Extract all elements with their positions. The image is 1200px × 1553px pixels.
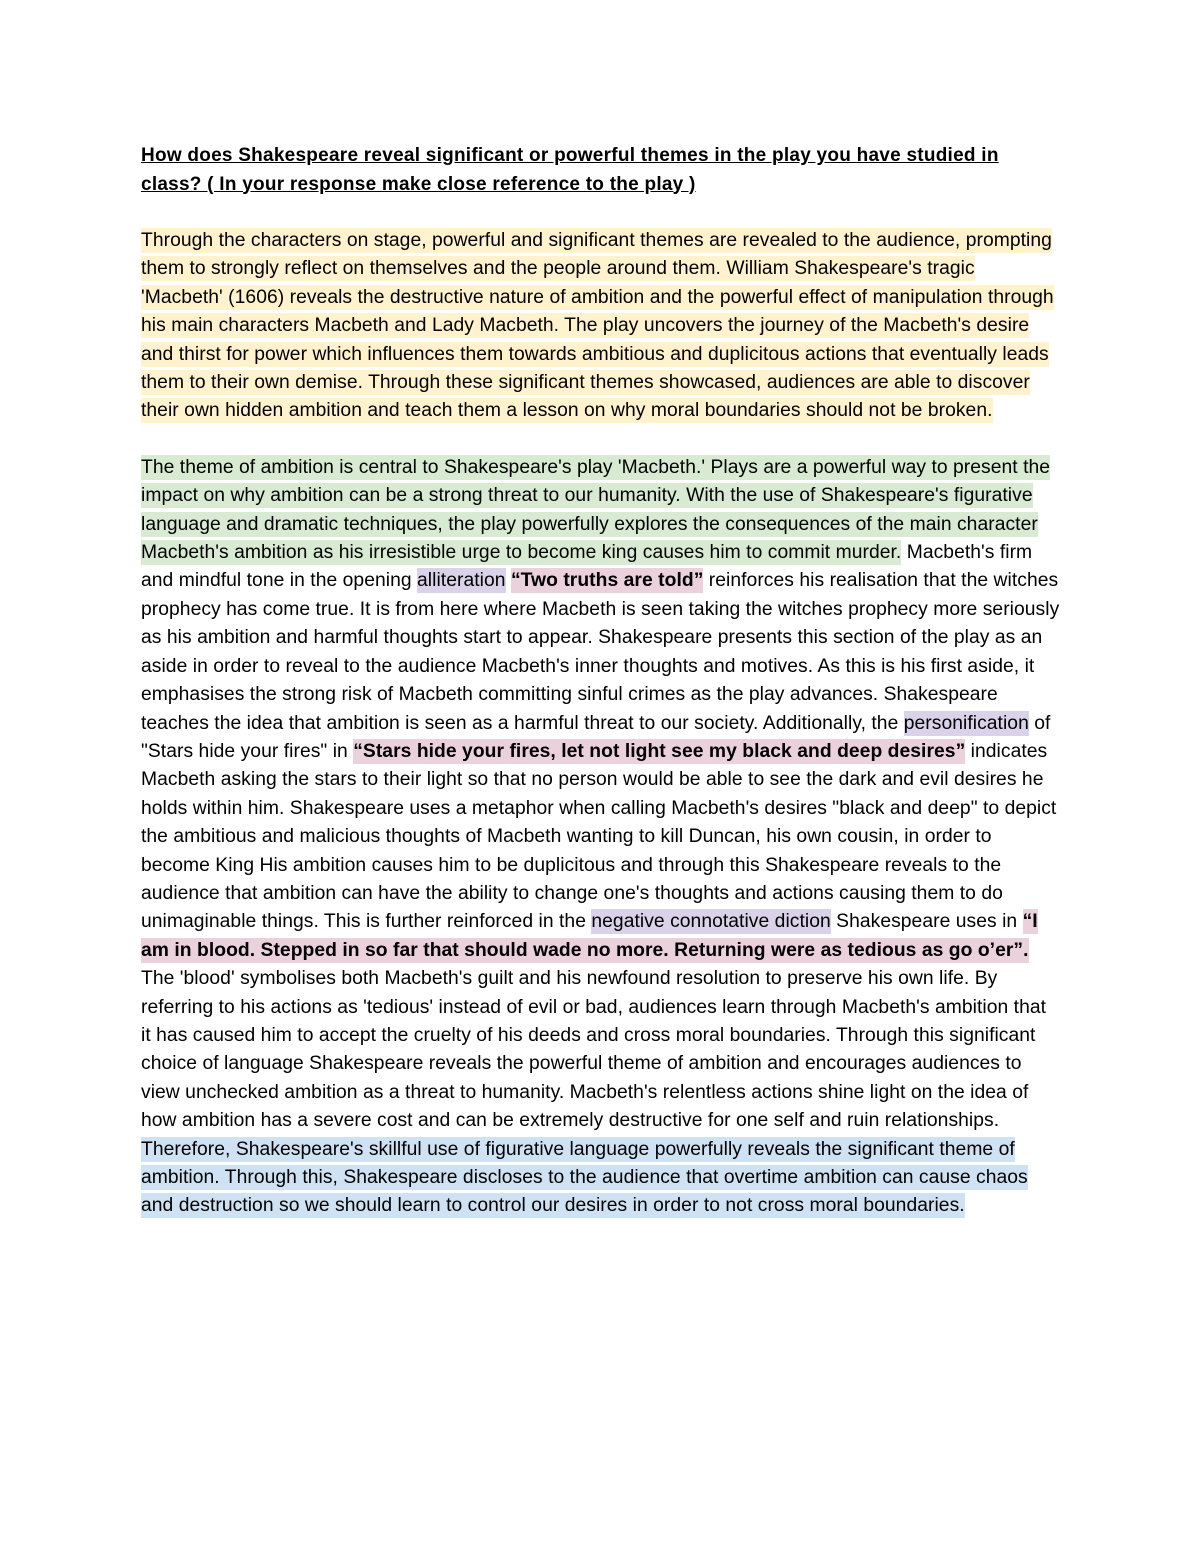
topic-sentence-highlight: The theme of ambition is central to Shakespeare's play 'Macbeth.' Plays are a powerful way to present the impact on why ambition can be a strong threat to our humanity. With the use of Shakespeare's figurative language and dramatic techniques, the play powerfully explores the consequences of the main character Macbeth's ambition as his irresistible urge to become king causes him to commit murder.	[141, 456, 1051, 564]
intro-paragraph	[141, 227, 1060, 426]
body-text: indicates Macbeth asking the stars to their light so that no person would be able to see the dark and evil desires he holds within him. Shakespeare uses a metaphor when calling Macbeth's desires "black and deep" to depict the ambitious and malicious thoughts of Macbeth wanting to kill Duncan, his own cousin, in order to become King His ambition causes him to be duplicitous and through this Shakespeare reveals to the audience that ambition can have the ability to change one's thoughts and actions causing them to do unimaginable things. This is further reinforced in the	[141, 740, 1057, 933]
technique-alliteration: alliteration	[417, 570, 506, 592]
conclusion-highlight: Therefore, Shakespeare's skillful use of figurative language powerfully reveals the significant theme of ambition. Through this, Shakespeare discloses to the audience that overtime ambition can cause chaos and destruction so we should learn to control our desires in order to not cross moral boundaries.	[141, 1138, 1028, 1217]
body-text: Macbeth's firm and mindful tone in the opening	[141, 542, 1033, 592]
body-text: reinforces his realisation that the witches prophecy has come true. It is from here where Macbeth is seen taking the witches prophecy more seriously as his ambition and harmful thoughts start to appear. Shakespeare presents this section of the play as an aside in order to reveal to the audience Macbeth's inner thoughts and motives. As this is his first aside, it emphasises the strong risk of Macbeth committing sinful crimes as the play advances. Shakespeare teaches the idea that ambition is seen as a harmful threat to our society. Additionally, the	[141, 570, 1060, 734]
body-paragraph	[141, 454, 1060, 1221]
intro-highlight: Through the characters on stage, powerful and significant themes are revealed to the audience, prompting them to strongly reflect on themselves and the people around them. William Shakespeare's tragic 'Macbeth' (1606) reveals the destructive nature of ambition and the powerful effect of manipulation through his main characters Macbeth and Lady Macbeth. The play uncovers the journey of the Macbeth's desire and thirst for power which influences them towards ambitious and duplicitous actions that eventually leads them to their own demise. Through these significant themes showcased, audiences are able to discover their own hidden ambition and teach them a lesson on why moral boundaries should not be broken.	[141, 230, 1054, 422]
body-text: of "Stars hide your fires" in	[141, 712, 1051, 762]
body-text: The 'blood' symbolises both Macbeth's guilt and his newfound resolution to preserve his own life. By referring to his actions as 'tedious' instead of evil or bad, audiences learn through Macbeth's ambition that it has caused him to accept the cruelty of his deeds and cross moral boundaries. Through this significant choice of language Shakespeare reveals the powerful theme of ambition and encourages audiences to view unchecked ambition as a threat to humanity. Macbeth's relentless actions shine light on the idea of how ambition has a severe cost and can be extremely destructive for one self and ruin relationships.	[141, 968, 1047, 1132]
quote-two-truths: “Two truths are told”	[510, 570, 704, 592]
technique-personification: personification	[903, 712, 1029, 734]
quote-in-blood: “I am in blood. Stepped in so far that should wade no more. Returning were as tedious as go o’er”.	[141, 911, 1038, 961]
technique-negative-diction: negative connotative diction	[591, 911, 831, 933]
essay-question-heading: How does Shakespeare reveal significant or powerful themes in the play you have studied in class? ( In your response make close reference to the play )	[141, 145, 999, 195]
body-text: Shakespeare uses in	[830, 911, 1023, 933]
quote-stars-hide: “Stars hide your fires, let not light see my black and deep desires”	[353, 740, 966, 762]
